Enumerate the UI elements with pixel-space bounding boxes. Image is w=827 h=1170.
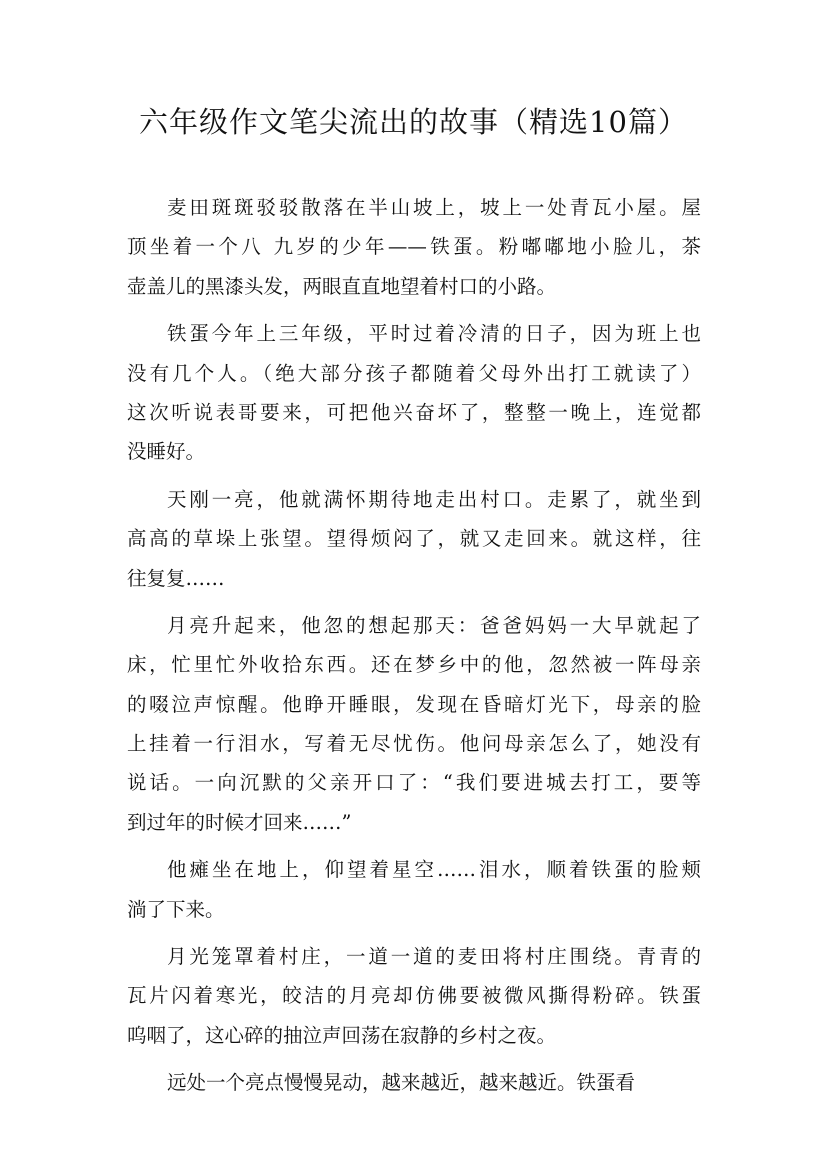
paragraph-line: 麦田斑斑驳驳散落在半山坡上，坡上一处青瓦小屋。屋 (167, 196, 701, 219)
paragraph-line: 壶盖儿的黑漆头发，两眼直直地望着村口的小路。 (127, 274, 557, 298)
paragraph-line: 月光笼罩着村庄，一道一道的麦田将村庄围绕。青青的 (167, 945, 701, 969)
paragraph-line: 呜咽了，这心碎的抽泣声回荡在寂静的乡村之夜。 (127, 1023, 557, 1047)
paragraph-line: 天刚一亮，他就满怀期待地走出村口。走累了，就坐到 (167, 487, 701, 511)
paragraph-line: 这次听说表哥要来，可把他兴奋坏了，整整一晚上，连觉都 (127, 400, 701, 424)
paragraph (127, 480, 701, 598)
paragraph (127, 850, 701, 929)
paragraph-line: 月亮升起来，他忽的想起那天：爸爸妈妈一大早就起了 (167, 613, 701, 637)
paragraph-line: 床，忙里忙外收拾东西。还在梦乡中的他，忽然被一阵母亲 (127, 653, 701, 677)
paragraph (127, 937, 701, 1055)
paragraph (127, 188, 701, 306)
paragraph (127, 314, 701, 472)
paragraph (127, 1063, 701, 1102)
paragraph-line: 高高的草垛上张望。望得烦闷了，就又走回来。就这样，往 (127, 527, 701, 551)
paragraph-line: 说话。一向沉默的父亲开口了：“我们要进城去打工，要等 (127, 771, 701, 795)
paragraph-line: 瓦片闪着寒光，皎洁的月亮却仿佛要被微风撕得粉碎。铁蛋 (127, 984, 701, 1008)
paragraph-line: 淌了下来。 (127, 897, 225, 921)
paragraph-line: 铁蛋今年上三年级，平时过着冷清的日子，因为班上也 (167, 322, 701, 346)
paragraph-line: 到过年的时候才回来……” (127, 810, 352, 834)
paragraph-line: 远处一个亮点慢慢晃动，越来越近，越来越近。铁蛋看 (167, 1071, 636, 1095)
paragraph (127, 606, 701, 842)
document-body (127, 188, 701, 1111)
paragraph-line: 上挂着一行泪水，写着无尽忧伤。他问母亲怎么了，她没有 (127, 732, 701, 756)
paragraph-line: 往复复…… (127, 566, 225, 590)
paragraph-line: 没有几个人。（绝大部分孩子都随着父母外出打工就读了） (127, 361, 701, 385)
paragraph-line: 没睡好。 (127, 440, 206, 464)
document-title: 六年级作文笔尖流出的故事（精选10篇） (139, 105, 688, 139)
paragraph-line: 顶坐着一个八 九岁的少年——铁蛋。粉嘟嘟地小脸儿，茶 (127, 235, 701, 259)
paragraph-line: 的啜泣声惊醒。他睁开睡眼，发现在昏暗灯光下，母亲的脸 (127, 692, 701, 716)
paragraph-line: 他瘫坐在地上，仰望着星空……泪水，顺着铁蛋的脸颊 (167, 858, 701, 882)
